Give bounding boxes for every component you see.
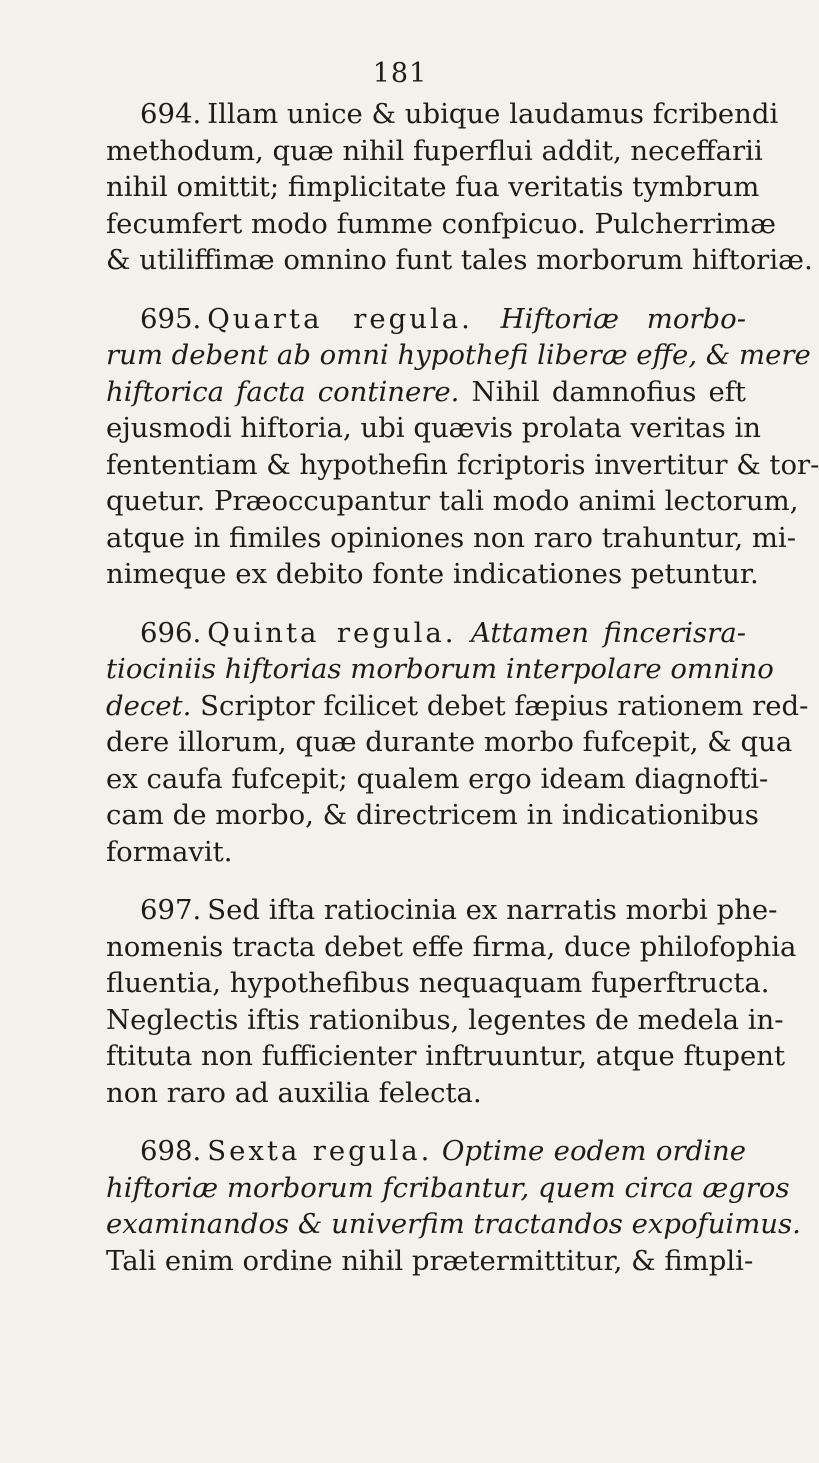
paragraph-696 bbox=[106, 615, 809, 871]
text-line: fecumfert modo fumme confpicuo. Pulcherrimæ bbox=[106, 207, 776, 240]
paragraph-number: 697. bbox=[140, 894, 202, 926]
paragraph-694 bbox=[106, 96, 813, 279]
paragraph-695 bbox=[106, 301, 819, 593]
text-line: hiftorica facta continere. Nihil damnofius eft bbox=[106, 375, 746, 408]
text-line: formavit. bbox=[106, 835, 233, 868]
text-line: dere illorum, quæ durante morbo fufcepit, & qua bbox=[106, 726, 793, 758]
text-line: nimeque ex debito fonte indicationes petuntur. bbox=[106, 558, 759, 590]
text-line: ex caufa fufcepit; qualem ergo ideam diagnofti- bbox=[106, 762, 769, 795]
text-line: methodum, quæ nihil fuperflui addit, neceffarii bbox=[106, 134, 763, 167]
body-text bbox=[106, 96, 819, 1279]
text-line: 698. Sexta regula. Optime eodem ordine bbox=[140, 1135, 746, 1167]
text-line: non raro ad auxilia felecta. bbox=[106, 1076, 482, 1109]
text-line: tiociniis hiftorias morborum interpolare omnino bbox=[106, 653, 774, 685]
text-line: 695. Quarta regula. Hiftoriæ morbo- bbox=[140, 302, 747, 335]
text-line: 697. Sed ifta ratiocinia ex narratis morbi phe- bbox=[140, 894, 778, 926]
text-line: decet. Scriptor fcilicet debet fæpius rationem red- bbox=[106, 689, 809, 722]
page-number: 181 bbox=[372, 58, 428, 89]
paragraph-697 bbox=[106, 892, 797, 1111]
text-line: quetur. Præoccupantur tali modo animi lectorum, bbox=[106, 485, 799, 517]
text-line: Neglectis iftis rationibus, legentes de medela in- bbox=[106, 1003, 784, 1036]
text-line: fluentia, hypothefibus nequaquam fuperftructa. bbox=[106, 967, 770, 999]
rule-heading: Quinta regula. bbox=[207, 616, 457, 649]
paragraph-number: 695. bbox=[140, 302, 202, 335]
rule-heading: Quarta regula. bbox=[207, 302, 473, 335]
text-line: ejusmodi hiftoria, ubi quævis prolata veritas in bbox=[106, 412, 761, 444]
text-line: fententiam & hypothefin fcriptoris invertitur & tor- bbox=[106, 448, 819, 481]
text-line: cam de morbo, & directricem in indicationibus bbox=[106, 799, 759, 831]
text-line: rum debent ab omni hypothefi liberæ effe, & mere bbox=[106, 339, 811, 371]
text-line: nihil omittit; fimplicitate fua veritatis tymbrum bbox=[106, 171, 760, 203]
text-line: 694. Illam unice & ubique laudamus fcribendi bbox=[140, 98, 779, 130]
text-line: nomenis tracta debet effe firma, duce philofophia bbox=[106, 930, 797, 963]
paragraph-number: 694. bbox=[140, 98, 202, 130]
text-line: examinandos & univerfim tractandos expofuimus. bbox=[106, 1208, 801, 1240]
text-line: atque in fimiles opiniones non raro trahuntur, mi- bbox=[106, 521, 796, 554]
text-line: 696. Quinta regula. Attamen fincerisra- bbox=[140, 616, 747, 649]
text-line: Tali enim ordine nihil prætermittitur, & fimpli- bbox=[106, 1244, 754, 1277]
text-line: ftituta non fufficienter inftruuntur, atque ftupent bbox=[106, 1040, 786, 1072]
text-line: hiftoriæ morborum fcribantur, quem circa ægros bbox=[106, 1171, 790, 1204]
paragraph-698 bbox=[106, 1133, 801, 1279]
text-line: & utiliffimæ omnino funt tales morborum hiftoriæ. bbox=[106, 244, 813, 276]
paragraph-number: 698. bbox=[140, 1135, 202, 1167]
paragraph-number: 696. bbox=[140, 616, 202, 649]
rule-heading: Sexta regula. bbox=[207, 1135, 433, 1167]
